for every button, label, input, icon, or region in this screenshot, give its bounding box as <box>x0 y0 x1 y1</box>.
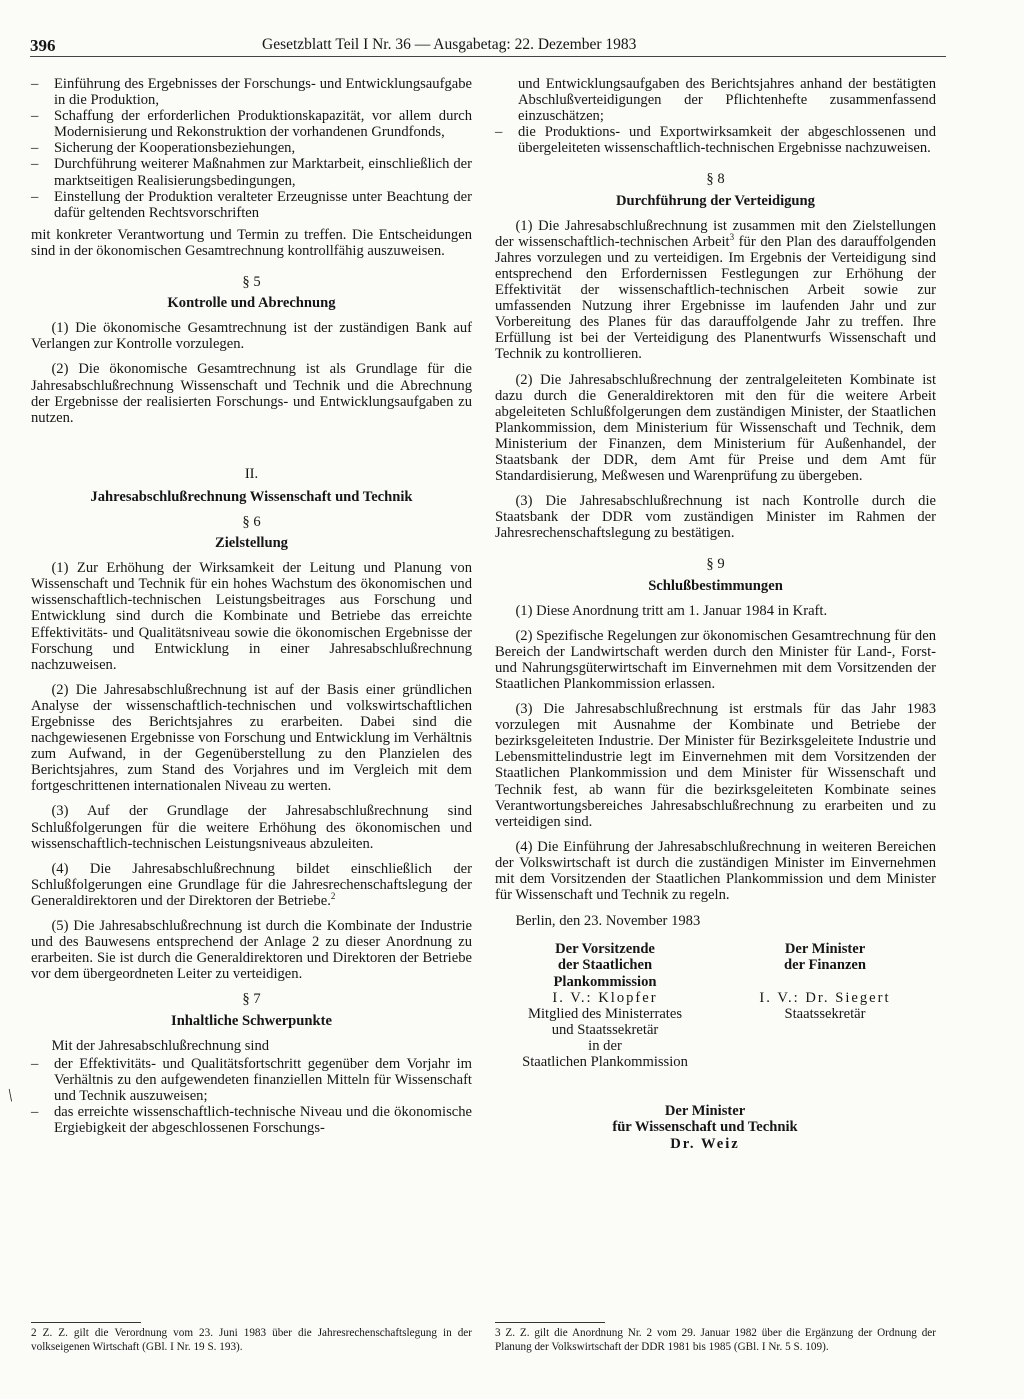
signatory-role: in der <box>588 1037 622 1054</box>
paragraph: Mit der Jahresabschlußrechnung sind <box>51 1037 270 1054</box>
paragraph: (1) Die ökonomische Gesamtrechnung ist der zuständigen Bank auf Verlangen zur Kontrolle vorzulegen. <box>31 320 472 353</box>
signature-science-minister <box>555 1103 855 1151</box>
list-item: – Durchführung weiterer Maßnahmen zur Marktarbeit, einschließlich der marktseitigen Realisierungsbedingungen, <box>31 156 472 188</box>
right-column <box>495 76 936 1171</box>
signatory-name: I. V.: Dr. Siegert <box>759 989 891 1006</box>
signatory-name: Dr. Weiz <box>670 1135 740 1152</box>
signatory-title: Der Minister <box>784 941 866 958</box>
focus-list <box>31 1056 472 1136</box>
paragraph: (3) Auf der Grundlage der Jahresabschlußrechnung sind Schlußfolgerungen für die weitere Erhöhung des ökonomischen und wissenschaftlich-technischen Leistungsniveaus abzuleiten. <box>31 803 472 852</box>
signatory-title: der Finanzen <box>783 957 867 974</box>
part-title: Jahresabschlußrechnung Wissenschaft und Technik <box>90 488 413 505</box>
list-item: – Einführung des Ergebnisses der Forschungs- und Entwicklungsaufgabe in die Produktion, <box>31 76 472 108</box>
section-number: § 9 <box>706 556 725 573</box>
footnote-ref: 3 <box>729 231 735 242</box>
list-item: – Einstellung der Produktion veralteter Erzeugnisse unter Beachtung der dafür geltenden Rechtsvorschriften <box>31 189 472 221</box>
list-item: – das erreichte wissenschaftlich-technische Niveau und die ökonomische Ergiebigkeit der abgeschlossenen Forschungs- <box>31 1104 472 1136</box>
footnote-ref: 2 <box>330 891 336 902</box>
list-item: – Schaffung der erforderlichen Produktionskapazität, vor allem durch Modernisierung und Rekonstruktion der vorhandenen Grundfonds, <box>31 108 472 140</box>
paragraph: (5) Die Jahresabschlußrechnung ist durch die Kombinate der Industrie und des Bauwesens entsprechend der Anlage 2 zu dieser Anordnung zu erarbeiten. Sie ist durch die Generaldirektoren und Direktoren der Betriebe vor dem übergeordneten Leiter zu verteidigen. <box>31 918 472 983</box>
paragraph: (3) Die Jahresabschlußrechnung ist erstmals für das Jahr 1983 vorzulegen mit Ausnahme der Kombinate und Betriebe der bezirksgeleiteten Industrie. Der Minister für Bezirksgeleitete Industrie und Lebensmittelindustrie legt im Einvernehmen mit dem Vorsitzenden der Staatlichen Plankommission und dem Minister für Wissenschaft und Technik fest, ab wann für die bezirksgeleiteten Kombinate seines Verantwortungsbereiches Jahresabschlußrechnung zu erarbeiten und zu verteidigen sind. <box>495 701 936 830</box>
section-number: § 6 <box>242 513 261 530</box>
paragraph: (2) Die Jahresabschlußrechnung der zentralgeleiteten Kombinate ist dazu durch die Generaldirektoren mit den für die weitere Arbeit abgeleiteten Schlußfolgerungen dem zuständigen Minister, der Staatlichen Plankommission, dem Ministerium für Wissenschaft und Technik, dem Ministerium der Finanzen, dem Ministerium für Außenhandel, der Staatsbank der DDR, dem Amt für Preise und dem Amt für Standardisierung, Meßwesen und Warenprüfung zu übergeben. <box>495 371 936 485</box>
paragraph: (4) Die Einführung der Jahresabschlußrechnung in weiteren Bereichen der Volkswirtschaft ist durch die zuständigen Minister im Einvernehmen mit dem Vorsitzenden der Staatlichen Plankommission und dem Minister für Wissenschaft und Technik zu regeln. <box>495 838 936 904</box>
section-title: Schlußbestimmungen <box>648 577 783 594</box>
page-number: 396 <box>30 36 56 55</box>
list-item: – die Produktions- und Exportwirksamkeit der abgeschlossenen und übergeleiteten wissenschaftlich-technischen Ergebnisse nachzuweisen. <box>495 124 936 156</box>
section-number: § 8 <box>706 171 725 188</box>
list-item: – Sicherung der Kooperationsbeziehungen, <box>31 140 472 156</box>
section-number: § 7 <box>242 991 261 1008</box>
focus-list-continued <box>495 124 936 156</box>
signature-planning-commission <box>495 941 715 1070</box>
footnote-rule <box>495 1322 605 1323</box>
section-title: Inhaltliche Schwerpunkte <box>171 1012 332 1029</box>
signatory-title: Der Minister <box>664 1103 746 1120</box>
paragraph: (1) Zur Erhöhung der Wirksamkeit der Leitung und Planung von Wissenschaft und Technik für ein hohes Wachstum des ökonomischen und wissenschaftlich-technischen Leistungsbeitrages aus Forschung und Entwicklung sind durch die Kombinate und Betriebe das erreichte Effektivitäts- und Qualitätsniveau sowie die ökonomischen Ergebnisse der Forschung und Entwicklung in einer Jahresabschlußrechnung nachzuweisen. <box>31 560 472 673</box>
section-number: § 5 <box>242 274 261 291</box>
signatory-name: I. V.: Klopfer <box>552 989 658 1006</box>
section-title: Durchführung der Verteidigung <box>616 192 815 209</box>
paragraph-text: (4) Die Jahresabschlußrechnung bildet einschließlich der Schlußfolgerungen eine Grundlage für die Jahresrechenschaftslegung der Generaldirektoren und der Direktoren der Betriebe. <box>31 860 472 909</box>
part-number: II. <box>244 465 259 482</box>
footnote-text: 2 Z. Z. gilt die Verordnung vom 23. Juni 1983 über die Jahresrechenschaftslegung in der volkseigenen Wirtschaft (GBl. I Nr. 19 S. 193). <box>31 1327 472 1353</box>
signatory-role: Staatlichen Plankommission <box>522 1053 688 1070</box>
margin-pen-mark: / <box>3 1085 18 1105</box>
section-title: Kontrolle und Abrechnung <box>167 295 336 312</box>
paragraph: mit konkreter Verantwortung und Termin zu treffen. Die Entscheidungen sind in der ökonomischen Gesamtrechnung kontrollfähig auszuweisen. <box>31 226 472 259</box>
paragraph: (2) Die ökonomische Gesamtrechnung ist als Grundlage für die Jahresabschlußrechnung Wissenschaft und Technik und die Abrechnung der Ergebnisse der realisierten Forschungs- und Entwicklungsaufgaben zu nutzen. <box>31 361 472 426</box>
signatory-role: Mitglied des Ministerrates <box>527 1005 683 1022</box>
paragraph: (2) Die Jahresabschlußrechnung ist auf der Basis einer gründlichen Analyse der wissenschaftlich-technischen und volkswirtschaftlichen Ergebnisse des Berichtsjahres zu erarbeiten. Dabei sind die nachgewiesenen Ergebnisse von Forschung und Entwicklung im Verhältnis zum Aufwand, in der Gegenüberstellung zu den Planzielen des Berichtsjahres, zum Stand des Vorjahres und im Vergleich mit dem fortgeschrittenen internationalen Niveau zu werten. <box>31 681 472 795</box>
paragraph: (1) Diese Anordnung tritt am 1. Januar 1984 in Kraft. <box>515 602 828 619</box>
footnote-rule <box>31 1322 141 1323</box>
left-column <box>31 76 472 1142</box>
signatory-title: für Wissenschaft und Technik <box>612 1119 798 1136</box>
signatory-title: der Staatlichen <box>557 957 653 974</box>
measures-list <box>31 76 472 221</box>
signatures <box>495 941 936 1171</box>
list-item: – der Effektivitäts- und Qualitätsfortschritt gegenüber dem Vorjahr im Verhältnis zu den aufgewendeten finanziellen Mitteln für Wissenschaft und Technik auszuweisen; <box>31 1056 472 1104</box>
section-title: Zielstellung <box>215 535 288 552</box>
paragraph: und Entwicklungsaufgaben des Berichtsjahres anhand der bestätigten Abschlußverteidigungen der Pflichtenhefte zusammenfassend einzuschätzen; <box>518 76 936 125</box>
signatory-role: und Staatssekretär <box>551 1021 659 1038</box>
signatory-title: Plankommission <box>553 973 657 990</box>
signature-finance-minister <box>735 941 915 1021</box>
signatory-title: Der Vorsitzende <box>555 941 655 958</box>
signatory-role: Staatssekretär <box>784 1005 866 1022</box>
footnote-left <box>31 1322 472 1354</box>
page-header <box>30 36 946 57</box>
paragraph <box>31 861 472 909</box>
paragraph-text: (1) Die Jahresabschlußrechnung ist zusammen mit den Zielstellungen der wissenschaftlich-technischen Arbeit <box>495 217 936 250</box>
footnote-text: 3 Z. Z. gilt die Anordnung Nr. 2 vom 29. Januar 1982 über die Ergänzung der Ordnung der Planung der Volkswirtschaft der DDR 1981 bis 1985 (GBl. I Nr. 5 S. 109). <box>495 1327 936 1353</box>
paragraph: (3) Die Jahresabschlußrechnung ist nach Kontrolle durch die Staatsbank der DDR vom zuständigen Minister im Rahmen der Jahresrechenschaftslegung zu bestätigen. <box>495 493 936 542</box>
paragraph: (2) Spezifische Regelungen zur ökonomischen Gesamtrechnung für den Bereich der Landwirtschaft werden durch den Minister für Land-, Forst- und Nahrungsgüterwirtschaft im Einvernehmen mit dem Vorsitzenden der Staatlichen Plankommission erlassen. <box>495 627 936 692</box>
paragraph <box>495 218 936 363</box>
date-line: Berlin, den 23. November 1983 <box>515 913 701 930</box>
footnote-right <box>495 1322 936 1354</box>
gazette-title: Gesetzblatt Teil I Nr. 36 — Ausgabetag: 22. Dezember 1983 <box>262 36 637 53</box>
paragraph-text: für den Plan des darauffolgenden Jahres vorzulegen und zu verteidigen. Im Ergebnis der Verteidigung sind entsprechend den Erfordernissen Festlegungen zur Erhöhung der Effektivität der wissenschaftlich-technischen Arbeit sowie zur umfassenden Nutzung ihrer Ergebnisse im laufenden Jahr und zur Vorbereitung des Planes für das darauffolgende Jahr zu treffen. Ihre Erfüllung ist bei der Verteidigung des Planentwurfs Wissenschaft und Technik zu kontrollieren. <box>495 233 937 363</box>
